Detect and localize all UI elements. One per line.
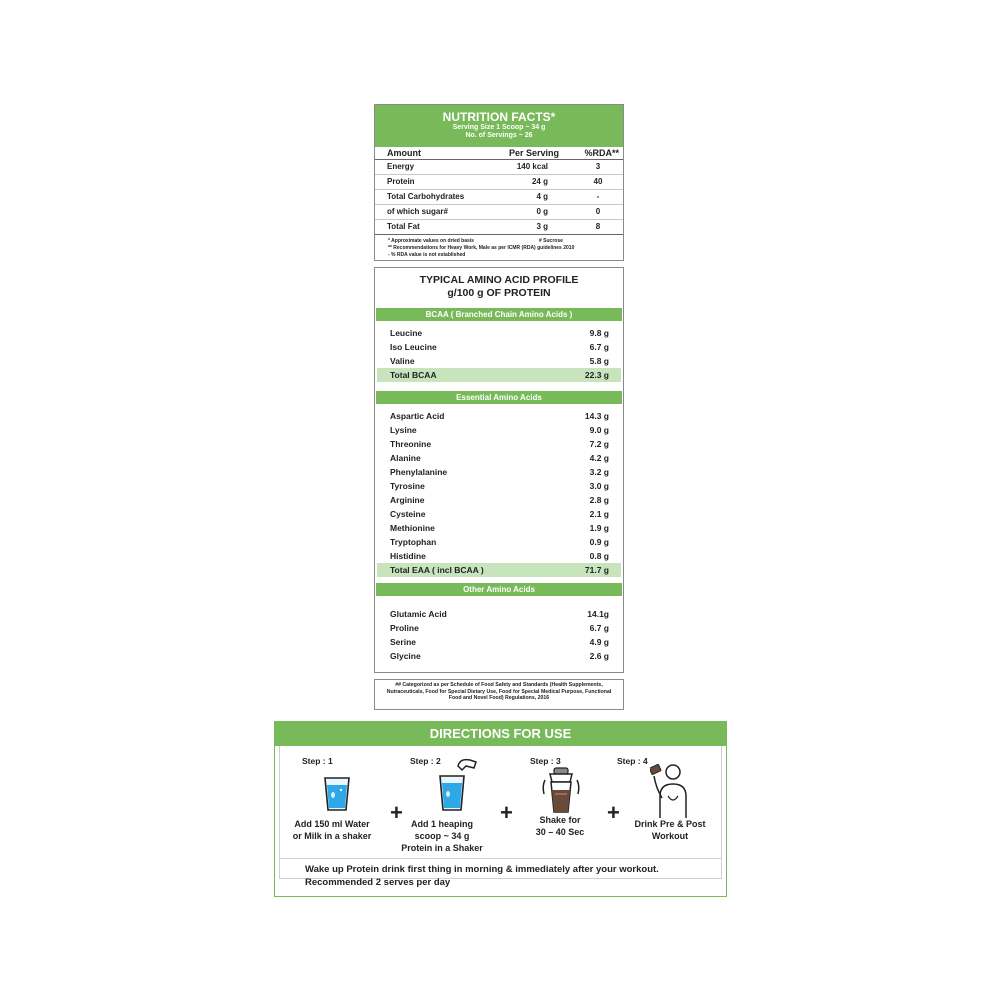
step-1-label: Step : 1 bbox=[302, 756, 333, 766]
nutrient-name: of which sugar# bbox=[387, 207, 448, 216]
amino-acid-value: 2.6 g bbox=[589, 651, 609, 661]
nutrient-value: 140 kcal bbox=[516, 162, 548, 171]
amino-acid-name: Total BCAA bbox=[390, 370, 437, 380]
step-2-line2: scoop ~ 34 g bbox=[414, 831, 470, 841]
amino-acid-name: Alanine bbox=[390, 453, 421, 463]
amino-row bbox=[390, 340, 609, 354]
amino-acid-name: Methionine bbox=[390, 523, 435, 533]
amino-acid-value: 9.8 g bbox=[589, 328, 609, 338]
amino-acid-name: Tyrosine bbox=[390, 481, 425, 491]
nutrient-name: Total Fat bbox=[387, 222, 420, 231]
nutrient-name: Protein bbox=[387, 177, 415, 186]
amino-row bbox=[390, 409, 609, 423]
step-3-label: Step : 3 bbox=[530, 756, 561, 766]
nutrient-rda: - bbox=[596, 192, 600, 201]
step-2-line1: Add 1 heaping bbox=[410, 819, 473, 829]
nutrition-footnotes bbox=[375, 235, 623, 259]
step-1-line2: or Milk in a shaker bbox=[292, 831, 372, 841]
amino-acid-value: 14.1g bbox=[587, 609, 609, 619]
step-2-label: Step : 2 bbox=[410, 756, 441, 766]
amino-row bbox=[390, 479, 609, 493]
glass-scoop-icon bbox=[436, 756, 480, 812]
amino-acid-name: Arginine bbox=[390, 495, 425, 505]
usage-recommendation bbox=[305, 863, 659, 889]
nutrient-rda: 40 bbox=[593, 177, 603, 186]
nutrition-row bbox=[375, 205, 623, 220]
amino-acid-name: Proline bbox=[390, 623, 419, 633]
plus-sign: + bbox=[607, 800, 620, 825]
amino-acid-value: 3.0 g bbox=[589, 481, 609, 491]
amino-acid-name: Glutamic Acid bbox=[390, 609, 447, 619]
amino-title-line2: g/100 g OF PROTEIN bbox=[447, 287, 551, 299]
nutrient-value: 3 g bbox=[536, 222, 548, 231]
nutrition-row bbox=[375, 160, 623, 175]
shaker-icon bbox=[541, 766, 581, 816]
nutrient-rda: 8 bbox=[595, 222, 601, 231]
regulation-note: ## Categorized as per Schedule of Food Safety and Standards (Health Supplements, Nutraceuticals, Food for Special Dietary Use, Food for Special Medical Purpose, Functional Food and Novel Food) Regulations, 2016 bbox=[374, 679, 624, 710]
amino-acid-name: Serine bbox=[390, 637, 416, 647]
amino-row bbox=[390, 493, 609, 507]
step-4-text bbox=[620, 818, 720, 842]
amino-row bbox=[390, 549, 609, 563]
amino-acid-name: Iso Leucine bbox=[390, 342, 437, 352]
serving-size: Serving Size 1 Scoop ~ 34 g bbox=[452, 124, 546, 131]
footnote-sucrose: # Sucrose bbox=[539, 238, 563, 244]
nutrient-value: 0 g bbox=[536, 207, 548, 216]
nutrient-name: Total Carbohydrates bbox=[387, 192, 465, 201]
amino-acid-name: Aspartic Acid bbox=[390, 411, 445, 421]
amino-acid-name: Threonine bbox=[390, 439, 432, 449]
servings-count: No. of Servings ~ 26 bbox=[465, 132, 533, 139]
nutrient-rda: 0 bbox=[595, 207, 601, 216]
footnote-rda-guidelines: ** Recommendations for Heavy Work, Male as per ICMR (RDA) guidelines 2010 bbox=[388, 245, 575, 251]
nutrient-rda: 3 bbox=[595, 162, 601, 171]
amino-acid-value: 71.7 g bbox=[584, 565, 609, 575]
amino-row bbox=[390, 507, 609, 521]
nutrition-row bbox=[375, 175, 623, 190]
amino-acid-name: Lysine bbox=[390, 425, 417, 435]
amino-acid-name: Phenylalanine bbox=[390, 467, 448, 477]
per-serving-header: Per Serving bbox=[508, 148, 559, 158]
amino-acid-profile-panel bbox=[374, 267, 624, 673]
amino-acid-name: Glycine bbox=[390, 651, 421, 661]
amino-acid-name: Leucine bbox=[390, 328, 423, 338]
amino-acid-value: 3.2 g bbox=[589, 467, 609, 477]
divider bbox=[280, 858, 721, 859]
eaa-header: Essential Amino Acids bbox=[376, 391, 622, 404]
nutrition-row bbox=[375, 190, 623, 205]
amino-acid-value: 1.9 g bbox=[589, 523, 609, 533]
bcaa-header: BCAA ( Branched Chain Amino Acids ) bbox=[376, 308, 622, 321]
step-1-line1: Add 150 ml Water bbox=[294, 819, 370, 829]
nutrient-value: 4 g bbox=[536, 192, 548, 201]
footnote-dried-basis: * Approximate values on dried basis bbox=[388, 238, 474, 244]
amino-acid-value: 22.3 g bbox=[584, 370, 609, 380]
amino-acid-name: Valine bbox=[390, 356, 415, 366]
step-4-label: Step : 4 bbox=[617, 756, 648, 766]
amino-acid-value: 0.8 g bbox=[589, 551, 609, 561]
amino-acid-value: 5.8 g bbox=[589, 356, 609, 366]
footnote-rda-not-established: - % RDA value is not established bbox=[388, 252, 466, 258]
nutrient-name: Energy bbox=[387, 162, 415, 171]
amino-acid-value: 14.3 g bbox=[584, 411, 609, 421]
plus-sign: + bbox=[500, 800, 513, 825]
nutrition-table-header bbox=[375, 147, 623, 160]
amino-acid-name: Histidine bbox=[390, 551, 426, 561]
amount-header: Amount bbox=[387, 148, 421, 158]
amino-acid-value: 2.8 g bbox=[589, 495, 609, 505]
amino-title bbox=[375, 268, 623, 307]
amino-acid-name: Cysteine bbox=[390, 509, 426, 519]
amino-row bbox=[390, 423, 609, 437]
other-amino-header: Other Amino Acids bbox=[376, 583, 622, 596]
amino-acid-value: 6.7 g bbox=[589, 342, 609, 352]
step-1-text bbox=[282, 818, 382, 842]
directions-title: DIRECTIONS FOR USE bbox=[275, 722, 726, 746]
directions-steps-panel bbox=[279, 746, 722, 879]
step-3-text bbox=[510, 814, 610, 838]
amino-acid-name: Total EAA ( incl BCAA ) bbox=[390, 565, 484, 575]
amino-row bbox=[390, 521, 609, 535]
rda-header: %RDA** bbox=[584, 148, 619, 158]
amino-row bbox=[390, 326, 609, 340]
step-4-line2: Workout bbox=[651, 831, 689, 841]
amino-total-row bbox=[377, 563, 621, 577]
step-3-line1: Shake for bbox=[539, 815, 581, 825]
amino-acid-value: 0.9 g bbox=[589, 537, 609, 547]
amino-row bbox=[390, 465, 609, 479]
nutrition-row bbox=[375, 220, 623, 235]
step-3-line2: 30 – 40 Sec bbox=[535, 827, 585, 837]
amino-row bbox=[390, 649, 609, 663]
amino-acid-value: 2.1 g bbox=[589, 509, 609, 519]
step-4-line1: Drink Pre & Post bbox=[634, 819, 706, 829]
usage-line1: Wake up Protein drink first thing in morning & immediately after your workout. bbox=[305, 864, 659, 875]
person-drinking-icon bbox=[650, 762, 696, 820]
amino-acid-value: 4.9 g bbox=[589, 637, 609, 647]
amino-acid-value: 4.2 g bbox=[589, 453, 609, 463]
amino-acid-value: 7.2 g bbox=[589, 439, 609, 449]
amino-row bbox=[390, 451, 609, 465]
amino-total-row bbox=[377, 368, 621, 382]
amino-row bbox=[390, 354, 609, 368]
step-2-line3: Protein in a Shaker bbox=[401, 843, 483, 853]
amino-row bbox=[390, 635, 609, 649]
amino-row bbox=[390, 621, 609, 635]
nutrition-header bbox=[375, 105, 623, 147]
plus-sign: + bbox=[390, 800, 403, 825]
directions-panel bbox=[274, 721, 727, 897]
nutrient-value: 24 g bbox=[531, 177, 548, 186]
step-2-text bbox=[392, 818, 492, 854]
amino-row bbox=[390, 437, 609, 451]
amino-row bbox=[390, 607, 609, 621]
amino-title-line1: TYPICAL AMINO ACID PROFILE bbox=[419, 274, 579, 286]
amino-acid-value: 6.7 g bbox=[589, 623, 609, 633]
amino-acid-value: 9.0 g bbox=[589, 425, 609, 435]
nutrition-facts-panel bbox=[374, 104, 624, 261]
usage-line2: Recommended 2 serves per day bbox=[305, 877, 451, 888]
nutrition-title: NUTRITION FACTS* bbox=[442, 110, 556, 124]
glass-water-icon bbox=[323, 776, 351, 812]
amino-row bbox=[390, 535, 609, 549]
amino-acid-name: Tryptophan bbox=[390, 537, 437, 547]
